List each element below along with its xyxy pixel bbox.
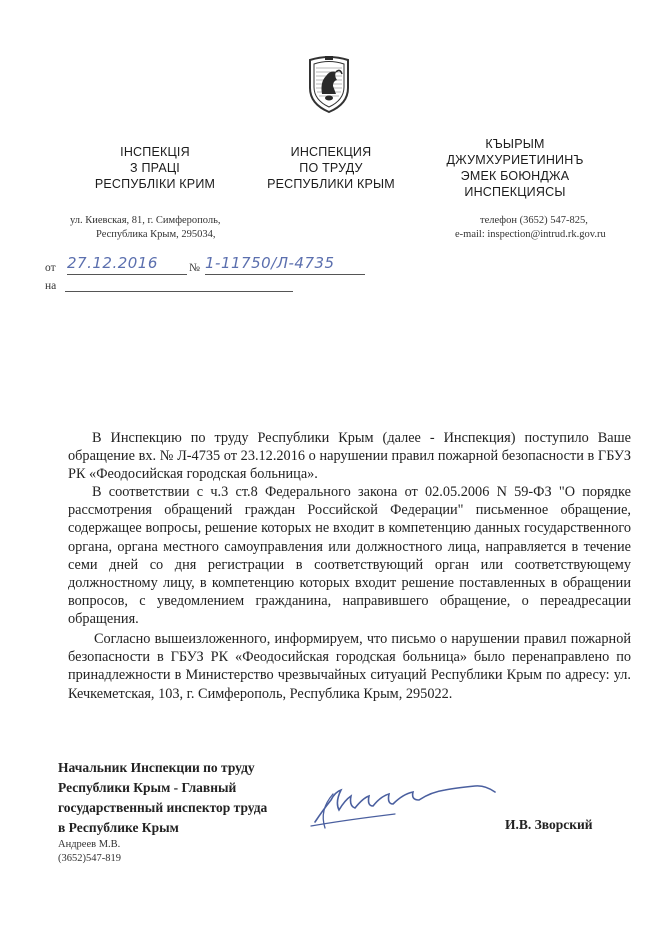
outgoing-number-value: 1-11750/Л-4735 [205,254,335,272]
header-right-crimean-tatar [440,136,590,200]
header-right-line: ЭМЕК БОЮНДЖА [460,169,570,183]
executor-info [58,838,121,866]
in-reply-to-rule [65,291,293,292]
in-reply-to-line [45,280,295,294]
in-reply-to-label: на [45,280,57,292]
number-label: № [189,262,200,274]
address-line: ул. Киевская, 81, г. Симферополь, [70,215,221,226]
signatory-title [58,758,267,838]
outgoing-number-field [205,254,365,275]
address-line: Республика Крым, 295034, [96,229,216,240]
email-line: e-mail: inspection@intrud.rk.gov.ru [455,229,606,240]
header-left-line: РЕСПУБЛІКИ КРИМ [94,177,216,191]
header-right-line: КЪЫРЫМ [485,137,545,151]
executor-phone: (3652)547-819 [58,853,121,864]
header-middle-line: ИНСПЕКЦИЯ [290,145,372,159]
signatory-name: И.В. Зворский [505,817,593,832]
outgoing-date-field [67,254,187,275]
body-paragraph-1: В Инспекцию по труду Республики Крым (далее - Инспекция) поступило Ваше обращение вх. № Л-4735 от 23.12.2016 о нарушении правил пожарной безопасности в ГБУЗ РК «Феодосийская городская больница». [68,430,631,483]
date-label: от [45,262,56,274]
executor-name: Андреев М.В. [58,839,121,850]
header-middle-line: ПО ТРУДУ [299,161,363,175]
header-middle-russian [256,144,406,192]
header-right-line: ИНСПЕКЦИЯСЫ [464,185,566,199]
body-paragraph-2: В соответствии с ч.3 ст.8 Федерального закона от 02.05.2006 N 59-ФЗ "О порядке рассмотрения обращений граждан Российской Федерации" письменное обращение, содержащее вопросы, решение которых не входит в компетенцию данных государственного органа, органа местного самоуправления или должностного лица, направляется в течение семи дней со дня регистрации в соответствующий орган или соответствующему должностному лицу, в компетенцию которых входит решение поставленных в обращении вопросов, с уведомлением гражданина, направившего обращение, о переадресации обращения. [68,484,631,628]
handwritten-signature [305,770,505,840]
signatory-title-line: в Республике Крым [58,820,179,835]
header-left-line: ІНСПЕКЦІЯ [120,145,190,159]
reference-line [45,254,365,278]
body-paragraph-3: Согласно вышеизложенного, информируем, что письмо о нарушении правил пожарной безопасности в ГБУЗ РК «Феодосийская городская больница» было перенаправлено по принадлежности в Министерство чрезвычайных ситуаций Республики Крым по адресу: ул. Кечкеметская, 103, г. Симферополь, Республика Крым, 295022. [68,631,631,702]
signatory-title-line: государственный инспектор труда [58,800,268,815]
signatory-title-line: Начальник Инспекции по труду [58,760,255,775]
crimea-coat-of-arms-icon [306,54,352,114]
header-left-ukrainian [80,144,230,192]
contact-info [455,214,606,242]
outgoing-date-value: 27.12.2016 [67,254,158,272]
phone-line: телефон (3652) 547-825, [480,215,588,226]
header-left-line: З ПРАЦІ [130,161,180,175]
postal-address [70,214,221,242]
header-middle-line: РЕСПУБЛИКИ КРЫМ [267,177,395,191]
signatory-title-line: Республики Крым - Главный [58,780,237,795]
header-right-line: ДЖУМХУРИЕТИНИНЪ [446,153,584,167]
